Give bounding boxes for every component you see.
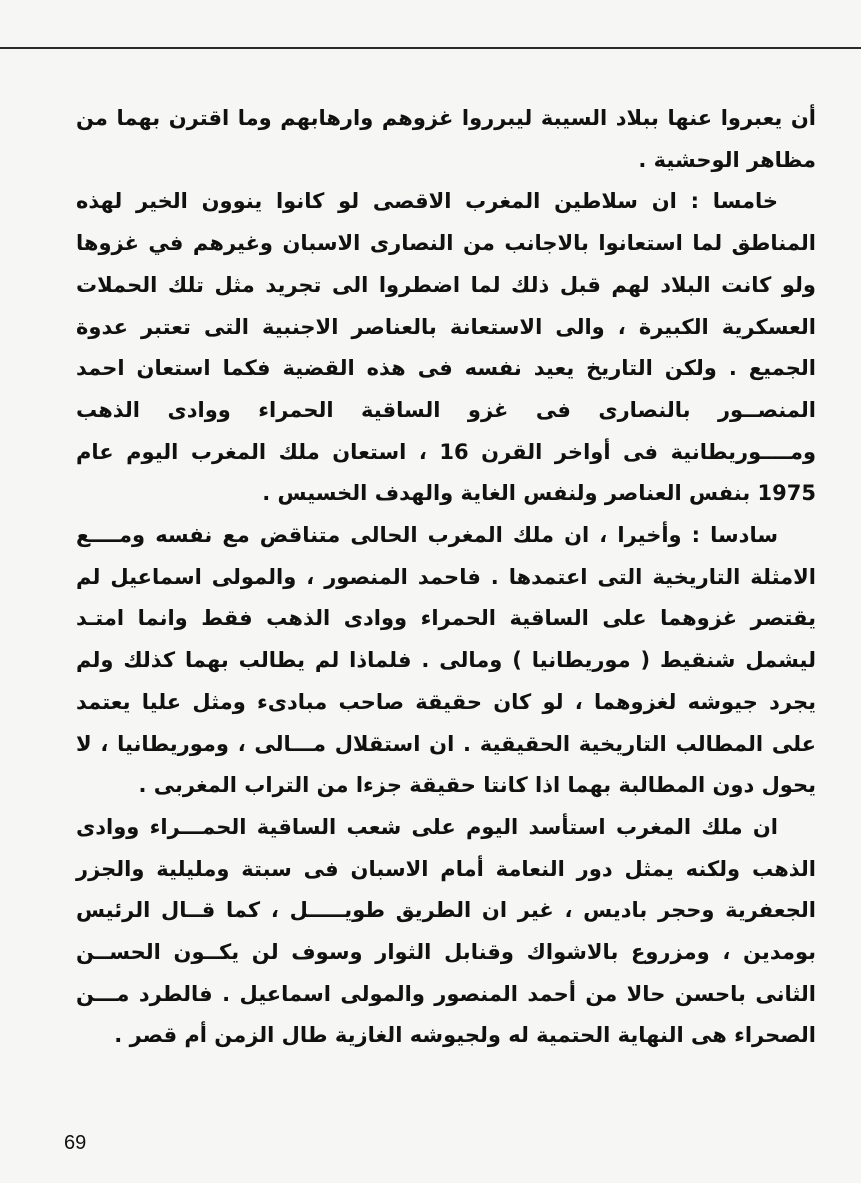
paragraph-3-sixth-point: سادسا : وأخيرا ، ان ملك المغرب الحالى متناقض مع نفسه ومــــع الامثلة التاريخية التى اعتمدها . فاحمد المنصور ، والمولى اسماعيل لم يقتصر غزوهما على الساقية الحمراء ووادى الذهب فقط وانما امتـد ليشمل شنقيط ( موريطانيا ) ومالى . فلماذا لم يطالب بهما كذلك ولم يجرد جيوشه لغزوهما ، لو كان حقيقة صاحب مبادىء ومثل عليا يعتمد على المطالب التاريخية الحقيقية . ان استقلال مـــالى ، وموريطانيا ، لا يحول دون المطالبة بهما اذا كانتا حقيقة جزءا من التراب المغربى . [76,523,816,798]
paragraph-2-fifth-point: خامسا : ان سلاطين المغرب الاقصى لو كانوا ينوون الخير لهذه المناطق لما استعانوا بالاجانب من النصارى الاسبان وغيرهم في غزوها ولو كانت البلاد لهم قبل ذلك لما اضطروا الى تجريد مثل تلك الحملات العسكرية الكبيرة ، والى الاستعانة بالعناصر الاجنبية التى تعتبر عدوة الجميع . ولكن التاريخ يعيد نفسه فى هذه القضية فكما استعان احمد المنصــور بالنصارى فى غزو الساقية الحمراء ووادى الذهب ومــــوريطانية فى أواخر القرن 16 ، استعان ملك المغرب اليوم عام 1975 بنفس العناصر ولنفس الغاية والهدف الخسيس . [76,189,817,506]
body-text [76,98,816,1057]
paragraph-1: أن يعبروا عنها ببلاد السيبة ليبرروا غزوهم وارهابهم وما اقترن بهما من مظاهر الوحشية . [76,106,816,172]
paragraph-4-conclusion: ان ملك المغرب استأسد اليوم على شعب الساقية الحمـــراء ووادى الذهب ولكنه يمثل دور النعامة أمام الاسبان فى سبتة ومليلية والجزر الجعفرية وحجر باديس ، غير ان الطريق طويـــــل ، كما قــال الرئيس بومدين ، ومزروع بالاشواك وقنابل الثوار وسوف لن يكــون الحســن الثانى باحسن حالا من أحمد المنصور والمولى اسماعيل . فالطرد مـــن الصحراء هى النهاية الحتمية له ولجيوشه الغازية طال الزمن أم قصر . [76,814,816,1048]
page-number: 69 [64,1132,87,1154]
header-rule [0,47,861,49]
